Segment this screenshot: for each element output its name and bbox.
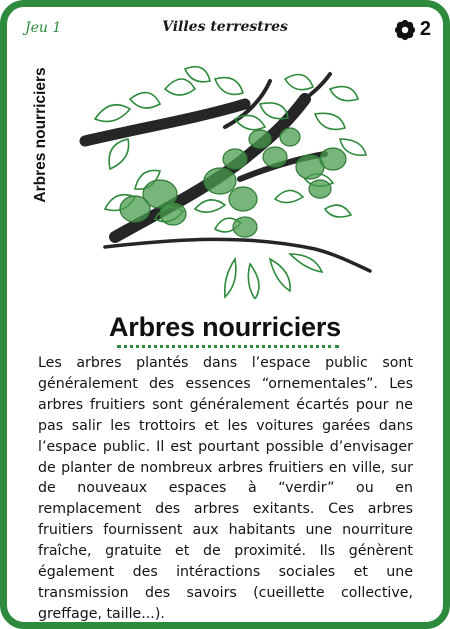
title-underline bbox=[117, 345, 339, 348]
game-label: Jeu 1 bbox=[25, 20, 62, 36]
fruit-tree-branch-icon bbox=[75, 59, 375, 299]
card-title: Arbres nourriciers bbox=[109, 312, 341, 342]
points-badge bbox=[394, 18, 431, 41]
points-value: 2 bbox=[419, 18, 431, 40]
card-category: Villes terrestres bbox=[162, 19, 288, 35]
flower-icon bbox=[394, 19, 416, 41]
card-description: Les arbres plantés dans l’espace public sont généralement des essences “ornementales”. Les arbres fruitiers sont généralement écartés pour ne pas salir les trottoirs et les voitures garées dans l’espace public. Il est pourtant possible d’envisager de planter de nombreux arbres fruitiers en ville, sur de nouveaux espaces à “verdir” ou en remplacement des arbres exitants. Ces arbres fruitiers fournissent aux habitants une nourriture fraîche, gratuite et de proximité. Ils génèrent également des intéractions sociales et une transmission des savoirs (cueillette collective, greffage, taille...). bbox=[38, 355, 413, 622]
side-label: Arbres nourriciers bbox=[32, 67, 49, 203]
